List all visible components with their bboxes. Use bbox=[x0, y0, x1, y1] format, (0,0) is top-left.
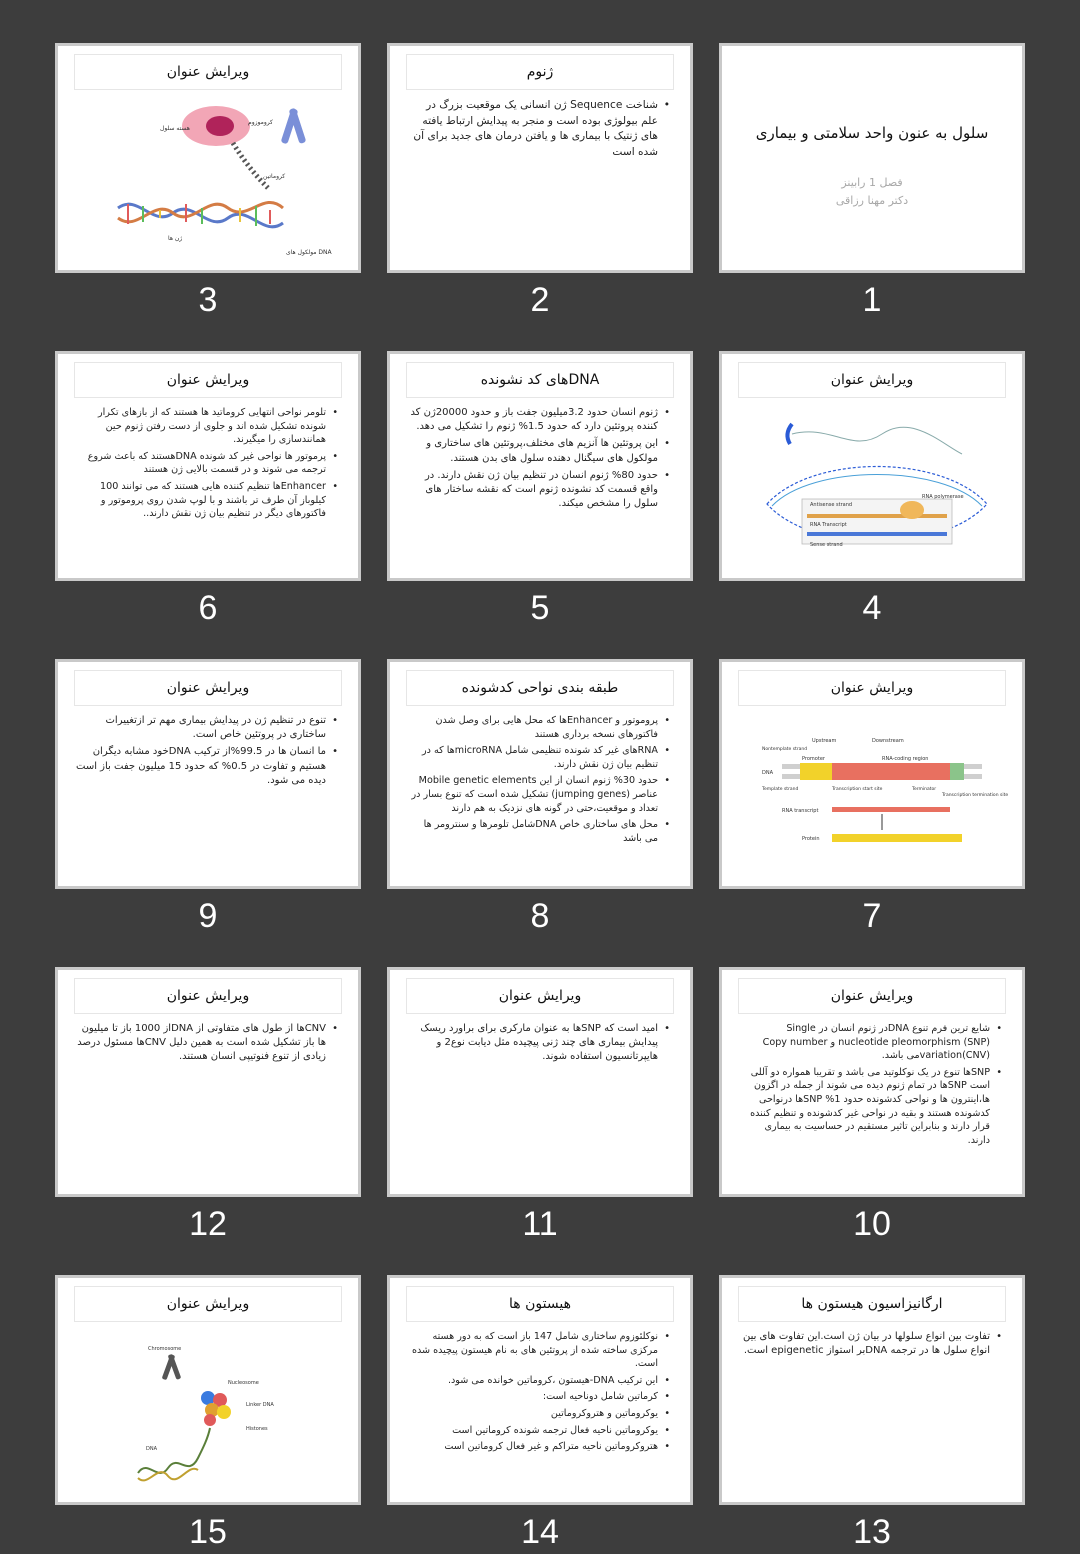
label-chromosome: Chromosome bbox=[148, 1346, 182, 1352]
bullet-list bbox=[408, 714, 672, 848]
bullet-item: • این ترکیب DNA-هیستون ،کروماتین خوانده می شود. bbox=[408, 1374, 658, 1388]
label-rna-transcript: RNA Transcript bbox=[810, 522, 847, 528]
bullet-item: • Enhancerها تنظیم کننده هایی هستند که می توانند 100 کیلوباز آن طرف تر باشند و با لوپ شدن روی پروموتور و فاکتورهای دیگر در تنظیم بیان ژن نقش دارند.. bbox=[76, 480, 326, 521]
slide-title: ژنوم bbox=[406, 54, 674, 90]
bullet-list bbox=[76, 1022, 340, 1068]
slide-number: 15 bbox=[189, 1513, 227, 1551]
bullet-item: • CNVها از طول های متفاوتی از DNAاز 1000 باز تا میلیون ها باز تشکیل شده است به همین دلیل CNVها مسئول درصد زیادی از تنوع فنوتیپی انسان هستند. bbox=[76, 1022, 326, 1065]
label-chromosome: کروموزوم bbox=[248, 119, 273, 126]
bullet-list bbox=[76, 714, 340, 791]
gene-structure-diagram bbox=[762, 734, 1009, 854]
chromosome-dna-illustration bbox=[98, 98, 338, 268]
slide-number: 1 bbox=[862, 281, 882, 319]
label-dna-molecules: مولکول های DNA bbox=[286, 249, 332, 256]
label-antisense-strand: Antisense strand bbox=[810, 502, 853, 508]
label-dna: DNA bbox=[762, 770, 774, 776]
slide-title: سلول به عنون واحد سلامتی و بیماری bbox=[755, 124, 989, 142]
slide-title: ویرایش عنوان bbox=[74, 978, 342, 1014]
slide-title: ویرایش عنوان bbox=[74, 54, 342, 90]
slide-number: 4 bbox=[862, 589, 882, 627]
bullet-item: • تنوع در تنظیم ژن در پیدایش بیماری مهم تر ازتغییرات ساختاری در پروتئین خاص است. bbox=[76, 714, 326, 742]
bullet-item: • یوکروماتین ناحیه فعال ترجمه شونده کروماتین است bbox=[408, 1424, 658, 1438]
label-linker-dna: Linker DNA bbox=[246, 1402, 274, 1408]
slide-title: ویرایش عنوان bbox=[738, 670, 1006, 706]
transcription-illustration bbox=[752, 414, 1002, 574]
label-chromatin: کروماتین bbox=[263, 173, 286, 180]
slide-number: 6 bbox=[198, 589, 218, 627]
slide-title: هیستون ها bbox=[406, 1286, 674, 1322]
bullet-item: • کرماتین شامل دوناحیه است: bbox=[408, 1390, 658, 1404]
label-nucleosome: Nucleosome bbox=[228, 1380, 259, 1386]
slide-title: ویرایش عنوان bbox=[74, 670, 342, 706]
slide-title: DNAهای کد نشونده bbox=[406, 362, 674, 398]
slide-number: 12 bbox=[189, 1205, 227, 1243]
bullet-item: • نوکلئوزوم ساختاری شامل 147 باز است که به دور هسته مرکزی ساخته شده از پروتئین های به نام هیستون پیچیده شده است. bbox=[408, 1330, 658, 1371]
slide-title: ویرایش عنوان bbox=[406, 978, 674, 1014]
slide-subtitle: فصل 1 رابینز دکتر مهنا رزاقی bbox=[835, 176, 909, 207]
bullet-item: • امید است که SNPها به عنوان مارکری برای براورد ریسک پیدایش بیماری های چند ژنی پیچیده مثل دیابت نوع2 و هایپرتانسیون استفاده شوند. bbox=[408, 1022, 658, 1065]
label-nontemplate-strand: Nontemplate strand bbox=[762, 747, 808, 752]
label-sense-strand: Sense strand bbox=[810, 542, 843, 548]
bullet-item: • حدود 80% ژنوم انسان در تنظیم بیان ژن نقش دارند. در واقع قسمت کد نشونده ژنوم است که نقشه ساختار های سلول را مشخص میکند. bbox=[408, 469, 658, 512]
label-rna-coding-region: RNA-coding region bbox=[882, 756, 929, 762]
bullet-item: • هتروکروماتین ناحیه متراکم و غیر فعال کروماتین است bbox=[408, 1440, 658, 1454]
bullet-item: • شناخت Sequence ژن انسانی یک موقعیت بزرگ در علم بیولوژی بوده است و منجر به پیدایش ارتباط یافته های ژنتیک با بیماری ها و یافتن درمان های جدید برای آن شده است bbox=[408, 98, 658, 160]
slide-number: 11 bbox=[522, 1205, 558, 1243]
slide-number: 2 bbox=[530, 281, 550, 319]
bullet-item: • SNPها تنوع در یک نوکلوتید می باشد و تقریبا همواره دو آللی است SNPها در تمام ژنوم دیده می شوند از جمله در اگزون ها،اینترون ها و نواحی کدشونده حدود 1% SNPها درنواحی کدشونده هستند و بقیه در نواحی غیر کدشونده و تنظیم کننده قرار دارند و بنابراین تاثیر مستقیم در حساسیت به بیماری دارند. bbox=[740, 1066, 990, 1148]
slide-title: ارگانیزاسیون هیستون ها bbox=[738, 1286, 1006, 1322]
slide-number: 7 bbox=[862, 897, 882, 935]
bullet-item: • این پروتئین ها آنزیم های مختلف،پروتئین های ساختاری و مولکول های سیگنال دهنده سلول های بدن هستند. bbox=[408, 437, 658, 465]
slide-number: 3 bbox=[198, 281, 218, 319]
label-rna-polymerase: RNA polymerase bbox=[922, 494, 964, 500]
label-rna-transcript: RNA transcript bbox=[782, 808, 819, 814]
bullet-list bbox=[408, 1330, 672, 1457]
label-template-strand: Template strand bbox=[762, 787, 799, 792]
slide-title: ویرایش عنوان bbox=[74, 1286, 342, 1322]
slide-title: طبقه بندی نواحی کدشونده bbox=[406, 670, 674, 706]
label-dna: DNA bbox=[146, 1446, 158, 1452]
slide-number: 10 bbox=[853, 1205, 891, 1243]
slide-title: ویرایش عنوان bbox=[738, 362, 1006, 398]
slide-number: 9 bbox=[198, 897, 218, 935]
label-downstream: Downstream bbox=[872, 738, 904, 744]
bullet-item: • تلومر نواحی انتهایی کروماتید ها هستند که از بازهای تکرار شونده تشکیل شده اند و جلوی از دست رفتن ژنوم حین همانندسازی را میگیرند. bbox=[76, 406, 326, 447]
bullet-item: • پرموتور ها نواحی غیر کد شونده DNAهستند که باعث شروع ترجمه می شوند و در قسمت بالایی ژن هستند bbox=[76, 450, 326, 477]
bullet-item: • یوکروماتین و هتروکروماتین bbox=[408, 1407, 658, 1421]
label-promoter: Promoter bbox=[802, 756, 825, 762]
slide-title: ویرایش عنوان bbox=[738, 978, 1006, 1014]
bullet-item: • محل های ساختاری خاص DNAشامل تلومرها و سنترومر ها می باشد bbox=[408, 818, 658, 845]
bullet-item: • شایع ترین فرم تنوع DNAدر ژنوم انسان در Single nucleotide pleomorphism (SNP) و Copy number variation(CNV)می باشد. bbox=[740, 1022, 990, 1063]
bullet-list bbox=[408, 406, 672, 514]
label-terminator: Terminator bbox=[912, 787, 937, 792]
bullet-list bbox=[740, 1330, 1004, 1361]
bullet-list bbox=[740, 1022, 1004, 1150]
slide-number: 13 bbox=[853, 1513, 891, 1551]
bullet-list bbox=[408, 1022, 672, 1068]
slide-number: 8 bbox=[530, 897, 550, 935]
bullet-item: • حدود 30% ژنوم انسان از این Mobile genetic elements عناصر (jumping genes) تشکیل شده است که تنوع بسار در تعداد و موقعیت،حتی در گونه های نزدیک به هم دارند bbox=[408, 774, 658, 815]
slide-title: ویرایش عنوان bbox=[74, 362, 342, 398]
slide-number: 5 bbox=[530, 589, 550, 627]
bullet-item: • تفاوت بین انواع سلولها در بیان ژن است.این تفاوت های بین انواع سلول ها در ترجمه DNAبر استواز epigenetic است. bbox=[740, 1330, 990, 1358]
bullet-list bbox=[76, 406, 340, 524]
label-cell-nucleus: هسته سلول bbox=[160, 125, 190, 132]
label-protein: Protein bbox=[802, 836, 820, 842]
bullet-item: • ژنوم انسان حدود 3.2میلیون جفت باز و حدود 20000ژن کد کننده پروتئین دارد که حدود 1.5% ژنوم را تشکیل می دهد. bbox=[408, 406, 658, 434]
label-transcription-start: Transcription start site bbox=[832, 787, 883, 792]
bullet-list bbox=[408, 98, 672, 163]
label-histones: Histones bbox=[246, 1426, 268, 1432]
label-genes: ژن ها bbox=[168, 235, 183, 242]
nucleosome-illustration bbox=[118, 1338, 298, 1498]
bullet-item: • ما انسان ها در 99.5%از ترکیب DNAخود مشابه دیگران هستیم و تفاوت در 0.5% که حدود 15 میلیون جفت باز است دیده می شود. bbox=[76, 745, 326, 788]
bullet-item: • RNAهای غیر کد شونده تنظیمی شامل microRNAها که در تنظیم بیان ژن نقش دارند. bbox=[408, 744, 658, 771]
label-transcription-termination: Transcription termination site bbox=[942, 793, 1009, 798]
bullet-item: • پروموتور و Enhancerها که محل هایی برای وصل شدن فاکتورهای نسخه برداری هستند bbox=[408, 714, 658, 741]
slide-number: 14 bbox=[521, 1513, 559, 1551]
label-upstream: Upstream bbox=[812, 738, 837, 744]
